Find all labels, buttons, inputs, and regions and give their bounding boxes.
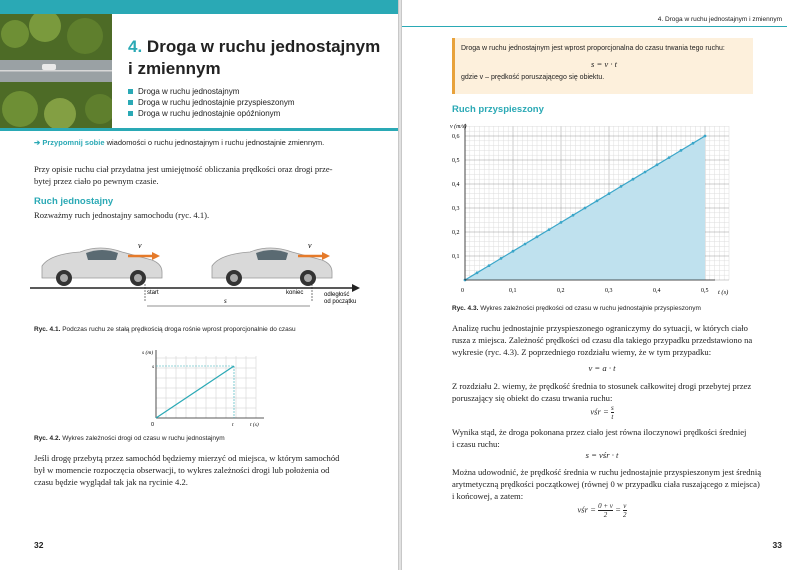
data-point xyxy=(536,235,539,238)
axis-label: od początku xyxy=(324,299,357,305)
paragraph-line: Można udowodnić, że prędkość średnia w ruchu jednostajnie przyspieszonym jest średnią xyxy=(452,467,762,477)
page-number-right: 33 xyxy=(772,540,782,550)
data-point xyxy=(668,156,671,159)
car-start-icon xyxy=(42,248,162,286)
equals-sign: = xyxy=(615,504,621,515)
y-axis-label: s (m) xyxy=(142,350,154,356)
formula-1: v = a · t xyxy=(588,363,616,373)
x-axis-label: t (s) xyxy=(250,422,259,428)
paragraph-r2 xyxy=(452,380,782,404)
paragraph-line: Analizę ruchu jednostajnie przyspieszonego ograniczymy do sytuacji, w których ciało xyxy=(452,323,748,333)
intro-line: bytej przez ciało po pewnym czasie. xyxy=(34,176,159,186)
paragraph-2 xyxy=(34,452,374,488)
fraction xyxy=(611,404,614,421)
data-point xyxy=(632,178,635,181)
end-label: koniec xyxy=(286,290,304,296)
definition-box xyxy=(452,38,753,94)
data-point xyxy=(584,207,587,210)
caption-label: Ryc. 4.3. xyxy=(452,305,479,312)
data-point xyxy=(512,250,515,253)
numerator: s xyxy=(610,404,614,412)
origin-label: 0 xyxy=(151,422,155,428)
denominator: t xyxy=(611,413,614,421)
paragraph-line: i końcowej, a zatem: xyxy=(452,491,524,501)
x-tick-label: 0,5 xyxy=(701,288,709,294)
box-formula: s = v · t xyxy=(590,59,618,69)
fraction xyxy=(623,502,627,519)
formula-4 xyxy=(452,502,752,519)
data-point xyxy=(608,192,611,195)
distance-s-label: s xyxy=(224,297,227,305)
x-tick-label: 0,4 xyxy=(653,288,661,294)
axis-label: odległość xyxy=(324,292,350,298)
y-tick-label: 0,5 xyxy=(452,158,460,164)
topic-item: Droga w ruchu jednostajnie przyspieszonym xyxy=(128,97,295,108)
caption-text: Wykres zależności drogi od czasu w ruchu jednostajnym xyxy=(62,435,225,442)
remember-label: Przypomnij sobie xyxy=(42,138,105,147)
paragraph-r4 xyxy=(452,466,782,502)
paragraph-line: i czasu ruchu: xyxy=(452,439,500,449)
topic-item: Droga w ruchu jednostajnym xyxy=(128,86,295,97)
formula-lhs: vśr = xyxy=(590,406,609,417)
caption-text: Podczas ruchu ze stałą prędkością droga rośnie wprost proporcjonalnie do czasu xyxy=(62,326,296,333)
data-point xyxy=(500,257,503,260)
numerator: 0 + v xyxy=(598,502,613,510)
running-header: 4. Droga w ruchu jednostajnym i zmiennym xyxy=(657,16,782,23)
figure-4-3-chart xyxy=(440,118,750,300)
chapter-title-line2: i zmiennym xyxy=(128,59,221,78)
section-title-accelerated: Ruch przyspieszony xyxy=(452,104,544,115)
remember-note xyxy=(34,138,324,147)
paragraph-r3 xyxy=(452,426,782,450)
chapter-divider xyxy=(0,128,398,131)
chapter-number: 4. xyxy=(128,37,143,56)
x-tick-label: 0,2 xyxy=(557,288,565,294)
top-color-bar xyxy=(0,0,398,14)
paragraph-line: poruszający się obiekt do czasu trwania ruchu: xyxy=(452,393,613,403)
x-mark: t xyxy=(232,422,234,428)
figure-4-1 xyxy=(30,228,370,323)
caption-4-1 xyxy=(34,326,296,333)
chapter-title-line1: Droga w ruchu jednostajnym xyxy=(146,37,381,56)
denominator: 2 xyxy=(623,511,627,519)
y-tick-label: 0,6 xyxy=(452,134,460,140)
data-point xyxy=(644,171,647,174)
topic-list xyxy=(128,86,295,119)
section-text-uniform: Rozważmy ruch jednostajny samochodu (ryc. 4.1). xyxy=(34,210,210,220)
box-line: Droga w ruchu jednostajnym jest wprost proporcjonalna do czasu trwania tego ruchu: xyxy=(461,45,725,52)
velocity-label: v xyxy=(308,241,312,250)
paragraph-line: arytmetyczną prędkości początkowej (równej 0 w przypadku ciała ruszającego z miejsca) xyxy=(452,479,760,489)
left-page xyxy=(0,0,398,570)
box-line: gdzie v – prędkość poruszającego się obiektu. xyxy=(461,74,605,81)
x-tick-label: 0,1 xyxy=(509,288,517,294)
data-point xyxy=(572,214,575,217)
header-rule xyxy=(402,26,787,27)
intro-paragraph xyxy=(34,163,374,187)
y-axis-label: v (m/s) xyxy=(450,124,467,130)
intro-line: Przy opisie ruchu ciał przydatna jest umiejętność obliczania prędkości oraz drogi prze- xyxy=(34,164,333,174)
start-label: start xyxy=(147,290,159,296)
numerator: v xyxy=(623,502,627,510)
data-point xyxy=(680,149,683,152)
section-title-uniform: Ruch jednostajny xyxy=(34,196,114,207)
caption-text: Wykres zależności prędkości od czasu w ruchu jednostajnie przyspieszonym xyxy=(480,305,701,312)
paragraph-line: Z rozdziału 2. wiemy, że prędkość średnia to stosunek całkowitej drogi przebytej przez xyxy=(452,381,752,391)
formula-2 xyxy=(452,404,752,421)
denominator: 2 xyxy=(603,511,608,519)
data-point xyxy=(620,185,623,188)
chapter-photo xyxy=(0,14,112,128)
y-tick-label: 0,4 xyxy=(452,182,460,188)
paragraph-r1 xyxy=(452,322,782,358)
paragraph-line: był w momencie rozpoczęcia obserwacji, to wykres zależności drogi lub położenia od xyxy=(34,465,330,475)
x-tick-label: 0 xyxy=(461,288,464,294)
paragraph-line: wykresie (ryc. 4.3). Z poprzedniego rozdziału wiemy, że w tym przypadku: xyxy=(452,347,712,357)
paragraph-line: Wynika stąd, że droga pokonana przez ciało jest równa iloczynowi prędkości średniej xyxy=(452,427,747,437)
paragraph-line: rusza z miejsca. Zależność prędkości od czasu dla takiego przypadku przedstawiono na xyxy=(452,335,753,345)
x-tick-label: 0,3 xyxy=(605,288,613,294)
formula-lhs: vśr = xyxy=(577,504,596,515)
chapter-title xyxy=(128,36,380,80)
data-point xyxy=(476,271,479,274)
page-number-left: 32 xyxy=(34,540,44,550)
y-tick-label: 0,1 xyxy=(452,254,460,260)
fraction xyxy=(598,502,613,519)
y-tick-label: 0,2 xyxy=(452,230,460,236)
y-tick-label: 0,3 xyxy=(452,206,460,212)
x-axis-label: t (s) xyxy=(718,289,729,296)
caption-label: Ryc. 4.1. xyxy=(34,326,61,333)
car-end-icon xyxy=(212,248,332,286)
y-mark: s xyxy=(152,364,155,370)
data-point xyxy=(692,142,695,145)
data-point xyxy=(488,264,491,267)
data-point xyxy=(560,221,563,224)
remember-text: wiadomości o ruchu jednostajnym i ruchu jednostajnie zmiennym. xyxy=(106,138,325,147)
data-point xyxy=(656,163,659,166)
formula-3: s = vśr · t xyxy=(585,450,619,460)
data-point xyxy=(704,135,707,138)
caption-4-3 xyxy=(452,305,701,312)
paragraph-line: czasu będzie wyglądał tak jak na rycinie 4.2. xyxy=(34,477,188,487)
arrow-right-icon: ➔ xyxy=(34,138,41,147)
velocity-label: v xyxy=(138,241,142,250)
data-point xyxy=(596,199,599,202)
data-point xyxy=(548,228,551,231)
caption-4-2 xyxy=(34,435,225,442)
topic-item: Droga w ruchu jednostajnie opóźnionym xyxy=(128,108,295,119)
distance-line xyxy=(156,366,234,418)
caption-label: Ryc. 4.2. xyxy=(34,435,61,442)
figure-4-2 xyxy=(140,346,270,428)
paragraph-line: Jeśli drogę przebytą przez samochód będziemy mierzyć od miejsca, w którym samochód xyxy=(34,453,340,463)
data-point xyxy=(524,243,527,246)
